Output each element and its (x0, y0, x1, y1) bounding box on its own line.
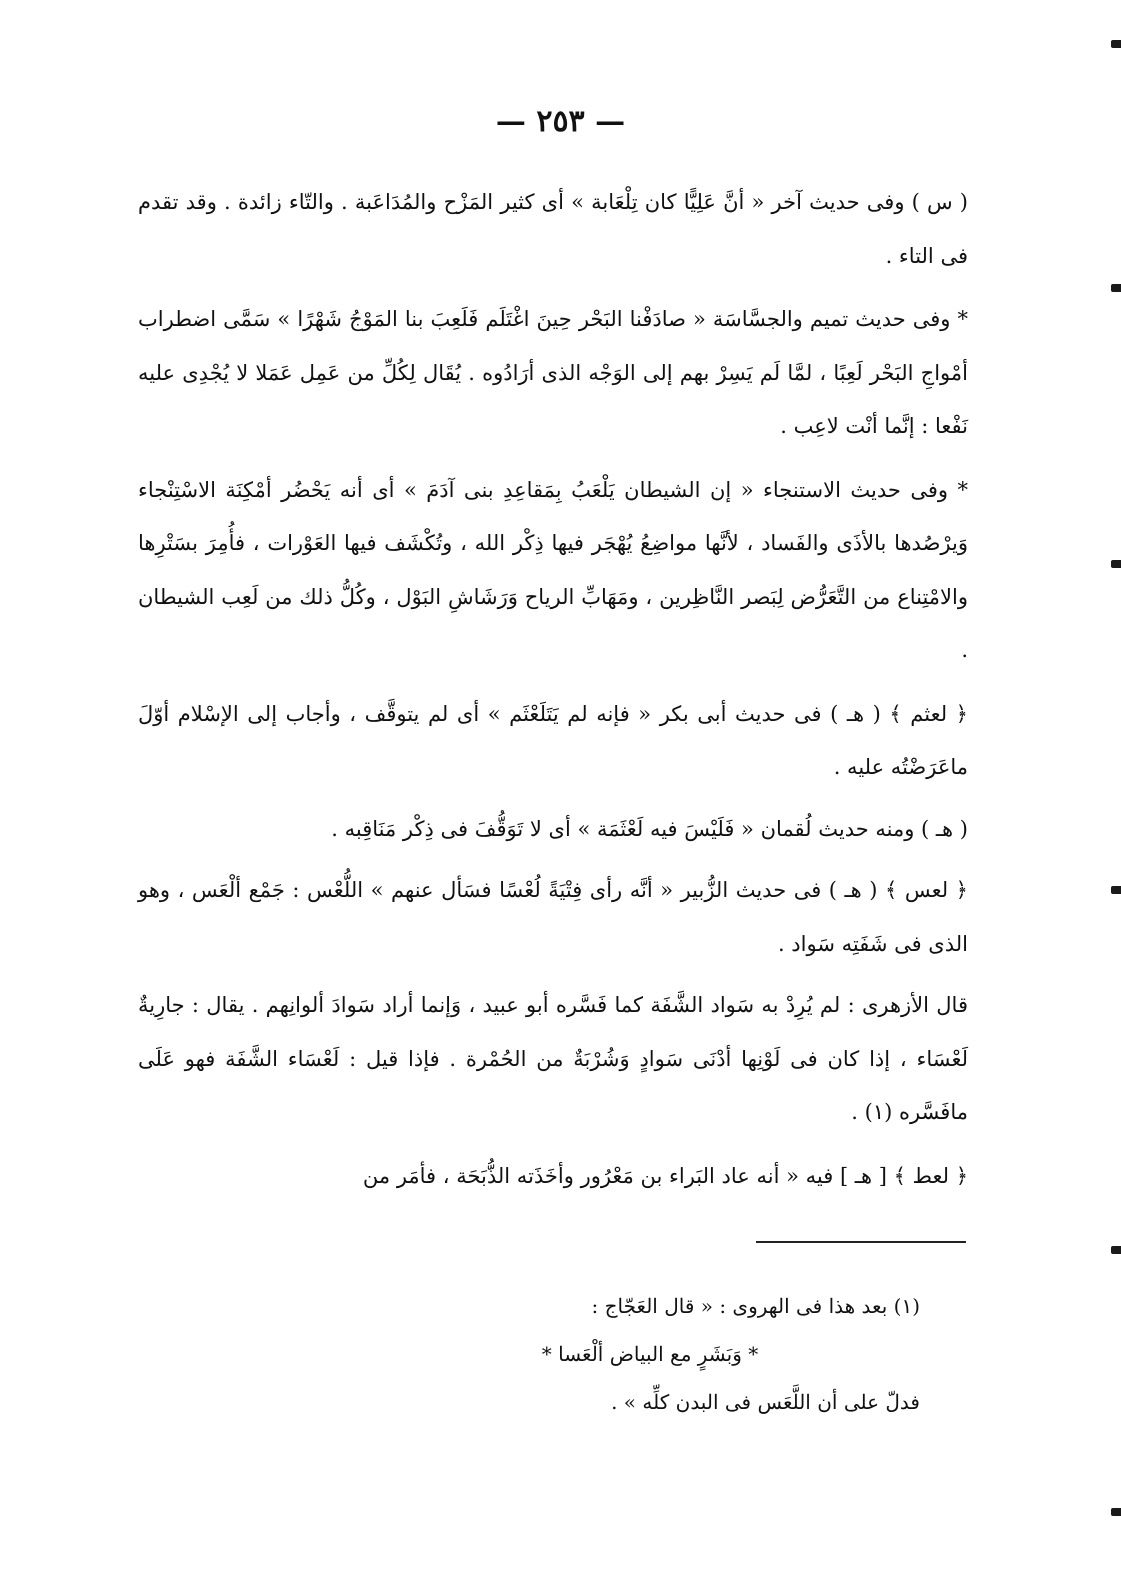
paragraph-istinja: * وفى حديث الاستنجاء « إن الشيطان يَلْعَبُ بِمَقاعِدِ بنى آدَمَ » أى أنه يَحْضُر أمْكِنَة الاسْتِنْجاء وَيرْصُدها بالأذَى والفَساد ، لأنَّها مواضِعُ يُهْجَر فيها ذِكْر الله ، وتُكْشَف فيها العَوْرات ، فأُمِرَ بسَتْرِها والامْتِناع من التَّعَرُّض لِبَصر النَّاظِرين ، ومَهَابِّ الرياح وَرَشَاشِ البَوْل ، وكُلُّ ذلك من لَعِب الشيطان . (138, 477, 968, 662)
scan-edge-mark (1111, 284, 1121, 292)
scan-edge-mark (1111, 1246, 1121, 1254)
page-number: — ٢٥٣ — (495, 104, 626, 139)
scan-edge-mark (1111, 40, 1121, 48)
footnote-conclusion: فدلّ على أن اللَّعَس فى البدن كلِّه » . (611, 1390, 920, 1414)
footnote-verse: * وَبَشَرٍ مع البياض ألْعَسا * (541, 1342, 759, 1366)
footnote-divider (756, 1241, 966, 1243)
paragraph-luqman: ( هـ ) ومنه حديث لُقمان « فَلَيْسَ فيه لَعْثَمَة » أى لا تَوَقُّفَ فى ذِكْر مَنَاقِبه . (331, 816, 968, 841)
entry-las: ﴿ لعس ﴾ ( هـ ) فى حديث الزُّبير « أنَّه رأى فِتْيَةً لُعْسًا فسَأل عنهم » اللُّعْس : جَمْع ألْعَس ، وهو الذى فى شَفَتِه سَواد . (138, 878, 968, 956)
paragraph-jassasa: * وفى حديث تميم والجسَّاسَة « صادَفْنا البَحْر حِينَ اغْتَلَم فَلَعِبَ بنا المَوْجُ شَهْرًا » سَمَّى اضطراب أمْواجِ البَحْر لَعِبًا ، لمَّا لَم يَسِرْ بهم إلى الوَجْه الذى أرَادُوه . يُقَال لِكُلِّ من عَمِل عَمَلا لا يُجْدِى عليه نَفْعا : إنَّما أنْت لاعِب . (138, 307, 968, 438)
paragraph-azhari: قال الأزهرى : لم يُرِدْ به سَواد الشَّفَة كما فَسَّره أبو عبيد ، وَإنما أراد سَوادَ ألوانِهم . يقال : جارِيةٌ لَعْسَاء ، إذا كان فى لَوْنِها أدْنَى سَوادٍ وَشُرْبَةٌ من الحُمْرة . فإذا قيل : لَعْسَاء الشَّفَة فهو عَلَى مافَسَّره (١) . (138, 993, 968, 1124)
main-text (138, 176, 968, 1213)
scan-edge-mark (1111, 560, 1121, 568)
footnote-1: (١) بعد هذا فى الهروى : « قال العَجّاج : (591, 1294, 920, 1318)
paragraph-talaaba: ( س ) وفى حديث آخر « أنَّ عَلِيًّا كان تِلْعَابة » أى كثير المَزْح والمُدَاعَبة . والتّاء زائدة . وقد تقدم فى التاء . (138, 190, 968, 268)
scan-edge-mark (1111, 1508, 1121, 1516)
footnotes (200, 1282, 920, 1426)
entry-lat: ﴿ لعط ﴾ [ هـ ] فيه « أنه عاد البَراء بن مَعْرُور وأخَذَته الذُّبَحَة ، فأمَر من (362, 1163, 968, 1188)
scan-edge-mark (1111, 886, 1121, 894)
entry-lathm: ﴿ لعثم ﴾ ( هـ ) فى حديث أبى بكر « فإنه لم يَتَلَعْثَم » أى لم يتوقَّف ، وأجاب إلى الإسْلام أوّلَ ماعَرَضْتُه عليه . (138, 701, 968, 779)
